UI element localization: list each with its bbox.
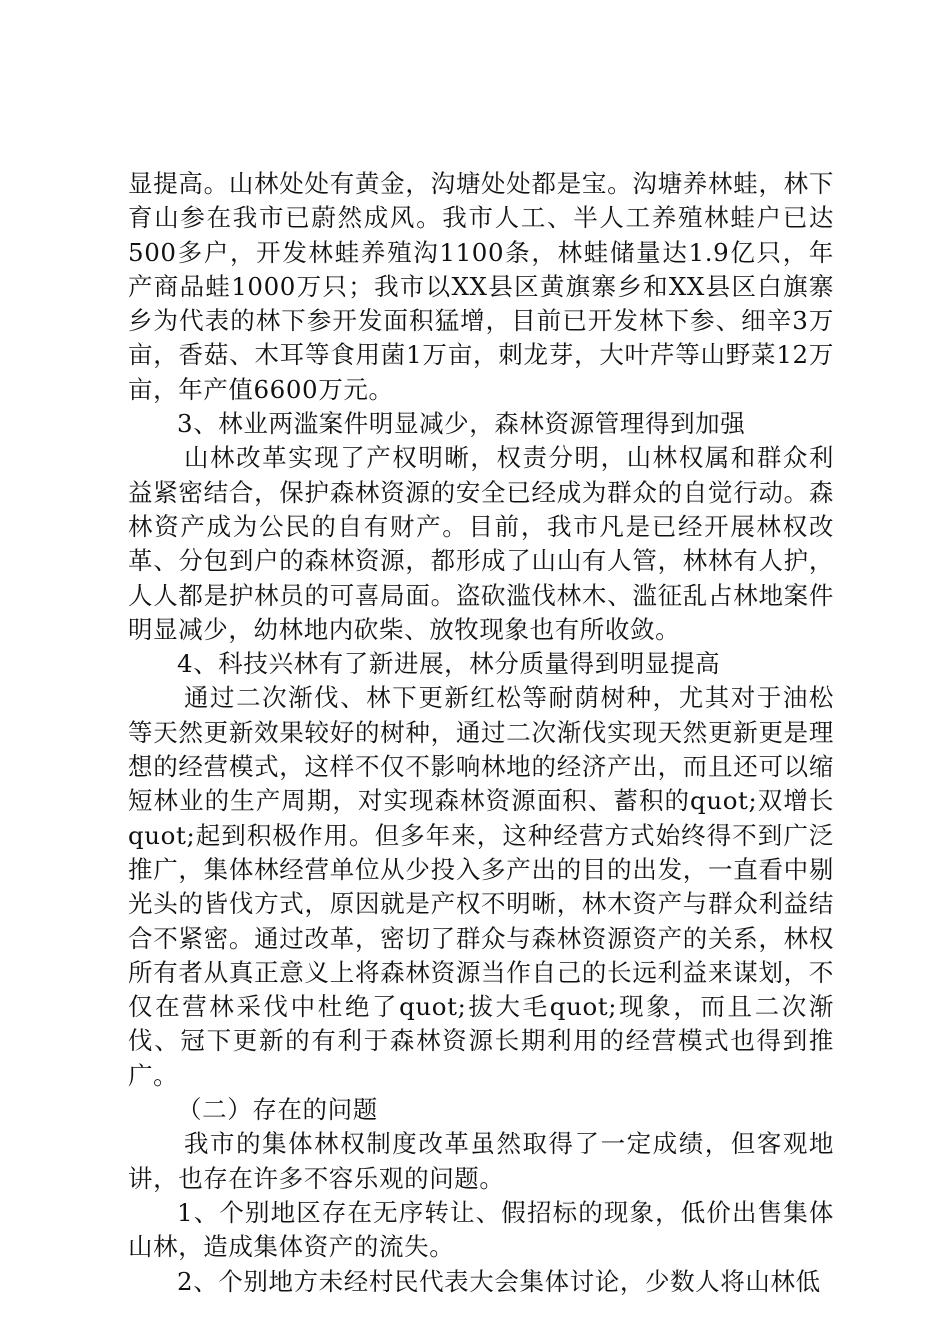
heading-existing-problems: （二）存在的问题 <box>177 1095 378 1125</box>
document-body <box>128 167 834 1299</box>
list-item-disorderly-transfer: 1、个别地区存在无序转让、假招标的现象，低价出售集体山林，造成集体资产的流失。 <box>128 1197 834 1262</box>
heading-forestry-cases-reduced: 3、林业两滥案件明显减少，森林资源管理得到加强 <box>177 409 746 439</box>
paragraph-forest-resource-protection: 山林改革实现了产权明晰，权责分明，山林权属和群众利益紧密结合，保护森林资源的安全已经成为群众的自觉行动。森林资产成为公民的自有财产。目前，我市凡是已经开展林权改革、分包到户的森林资源，都形成了山山有人管，林林有人护，人人都是护林员的可喜局面。盗砍滥伐林木、滥征乱占林地案件明显减少，幼林地内砍柴、放牧现象也有所收敛。 <box>128 443 834 644</box>
paragraph-reform-problems-intro: 我市的集体林权制度改革虽然取得了一定成绩，但客观地讲，也存在许多不容乐观的问题。 <box>128 1129 834 1193</box>
heading-technology-forestry-progress: 4、科技兴林有了新进展，林分质量得到明显提高 <box>177 649 721 679</box>
paragraph-secondary-thinning-management: 通过二次渐伐、林下更新红松等耐荫树种，尤其对于油松等天然更新效果较好的树种，通过二次渐伐实现天然更新更是理想的经营模式，这样不仅不影响林地的经济产出，而且还可以缩短林业的生产周期，对实现森林资源面积、蓄积的quot;双增长quot;起到积极作用。但多年来，这种经营方式始终得不到广泛推广，集体林经营单位从少投入多产出的目的出发，一直看中剔光头的皆伐方式，原因就是产权不明晰，林木资产与群众利益结合不紧密。通过改革，密切了群众与森林资源资产的关系，林权所有者从真正意义上将森林资源当作自己的长远利益来谋划，不仅在营林采伐中杜绝了quot;拔大毛quot;现象，而且二次渐伐、冠下更新的有利于森林资源长期利用的经营模式也得到推广。 <box>128 683 834 1090</box>
list-item-no-collective-discussion: 2、个别地方未经村民代表大会集体讨论，少数人将山林低 <box>177 1266 821 1296</box>
paragraph-forestry-economy-continued: 显提高。山林处处有黄金，沟塘处处都是宝。沟塘养林蛙，林下育山参在我市已蔚然成风。我市人工、半人工养殖林蛙户已达500多户，开发林蛙养殖沟1100条，林蛙储量达1.9亿只，年产商品蛙1000万只；我市以XX县区黄旗寨乡和XX县区白旗寨乡为代表的林下参开发面积猛增，目前已开发林下参、细辛3万亩，香菇、木耳等食用菌1万亩，刺龙芽，大叶芹等山野菜12万亩，年产值6600万元。 <box>128 169 834 404</box>
